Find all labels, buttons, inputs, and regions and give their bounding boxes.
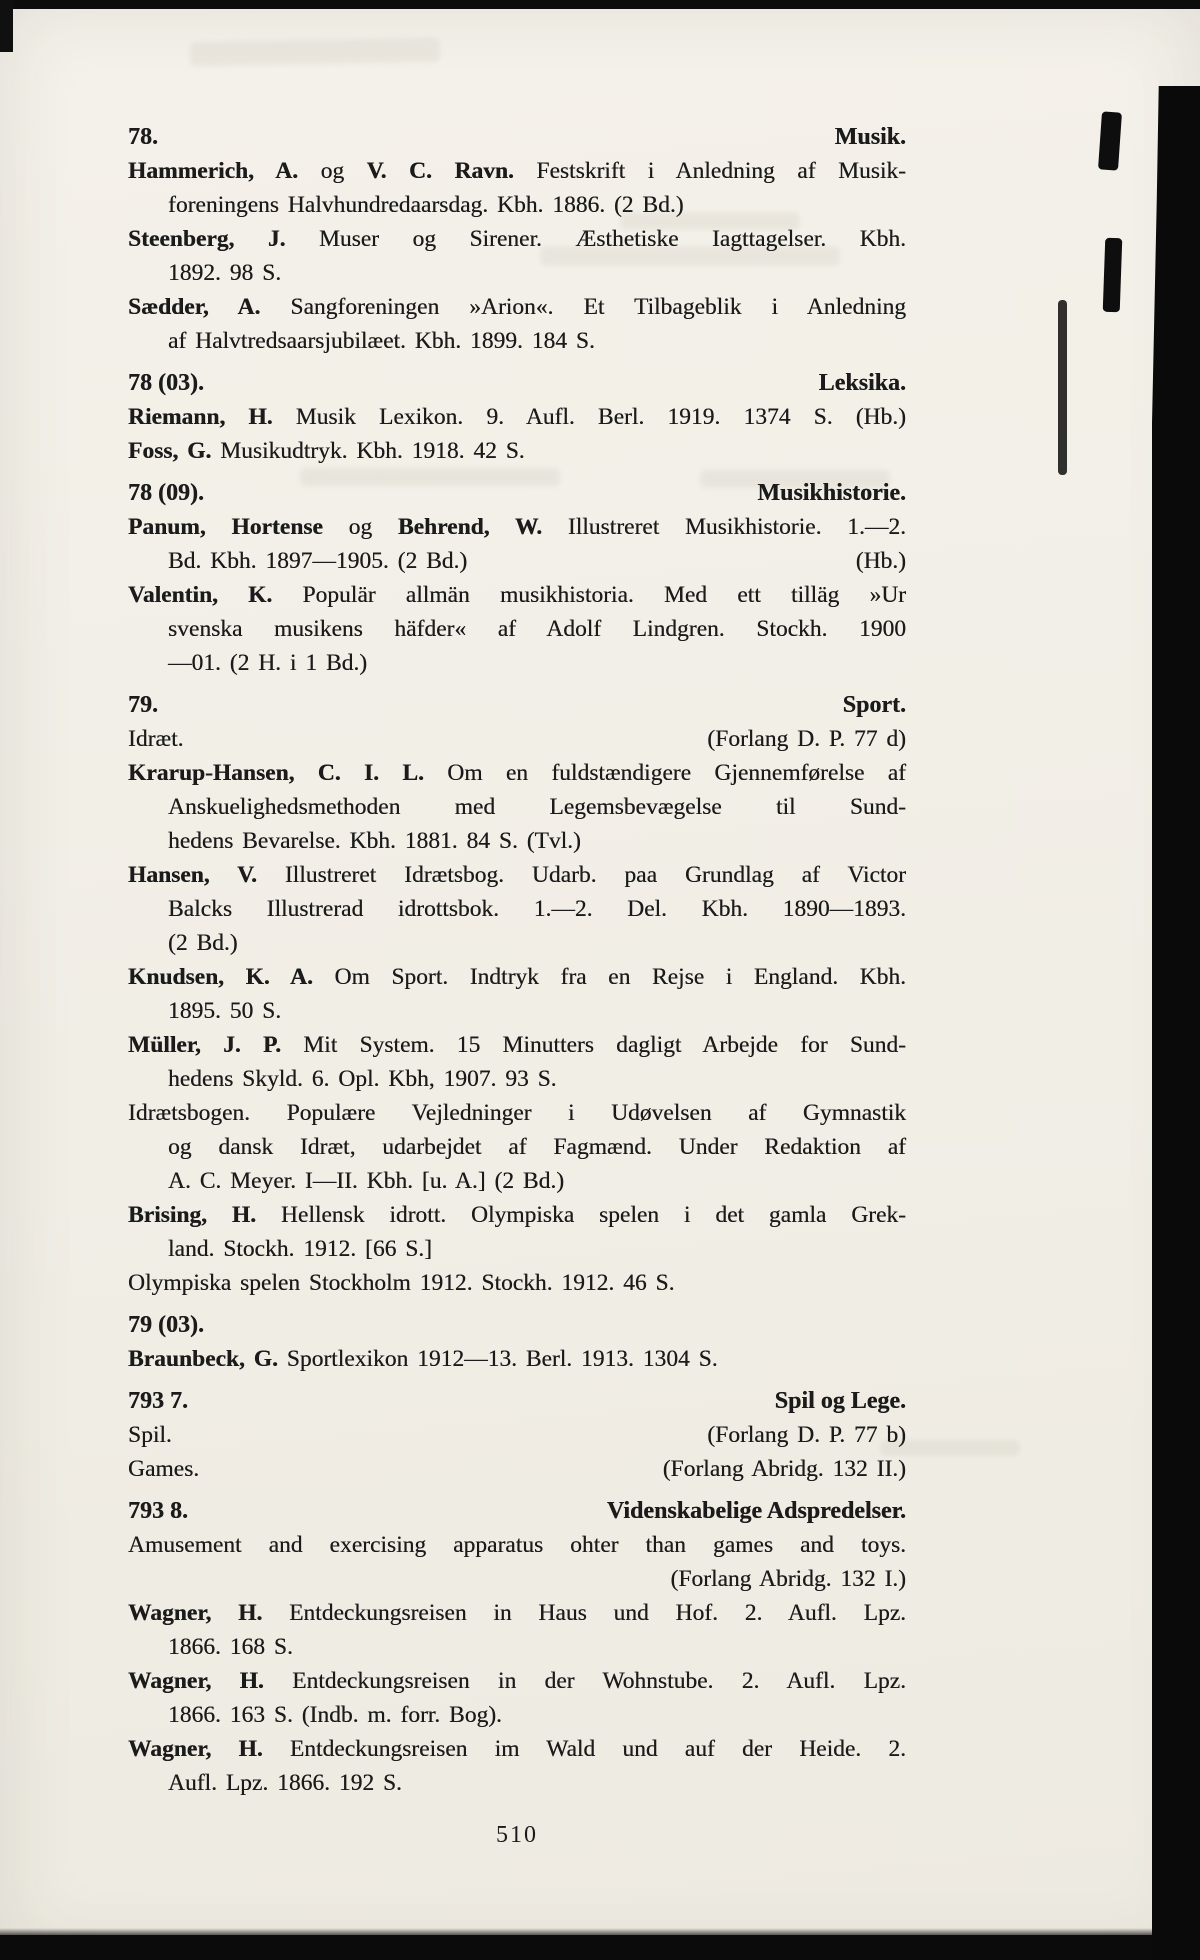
bib-line-text: Knudsen, K. A. Om Sport. Indtryk fra en Rejse i England. Kbh.	[128, 964, 907, 990]
section-header	[128, 1308, 906, 1342]
section-header	[128, 688, 906, 722]
bib-line-ref: (Forlang Abridg. 132 I.)	[670, 1566, 906, 1592]
bib-line-text: svenska musikens häfder« af Adolf Lindgren. Stockh. 1900	[168, 616, 906, 642]
bib-line-text: Riemann, H. Musik Lexikon. 9. Aufl. Berl. 1919. 1374 S. (Hb.)	[128, 404, 906, 430]
bib-line	[128, 1630, 906, 1664]
bib-line-text: Valentin, K. Populär allmän musikhistoria. Med ett tilläg »Ur	[128, 582, 907, 608]
bib-line-text: Braunbeck, G. Sportlexikon 1912—13. Berl. 1913. 1304 S.	[128, 1346, 718, 1372]
bib-line-text: —01. (2 H. i 1 Bd.)	[168, 650, 368, 676]
scan-artifact	[1103, 238, 1123, 313]
bib-line	[128, 578, 906, 612]
bib-line	[128, 1732, 906, 1766]
bib-line	[128, 1452, 906, 1486]
bib-line-text: Foss, G. Musikudtryk. Kbh. 1918. 42 S.	[128, 438, 525, 464]
scan-edge-bottom	[0, 1935, 1200, 1960]
bib-line	[128, 1164, 906, 1198]
section-title: Videnskabelige Adspredelser.	[606, 1498, 906, 1524]
bib-line	[128, 722, 906, 756]
bib-line-text: 1895. 50 S.	[168, 998, 282, 1024]
section-code: 79 (03).	[128, 1312, 204, 1338]
bib-line	[128, 824, 906, 858]
page-number: 510	[496, 1822, 538, 1848]
bib-line	[128, 1266, 906, 1300]
bib-line-text: Wagner, H. Entdeckungsreisen im Wald und auf der Heide. 2.	[128, 1736, 906, 1762]
section-header	[128, 1494, 906, 1528]
bib-line	[128, 434, 906, 468]
bib-line-text: 1866. 163 S. (Indb. m. forr. Bog).	[168, 1702, 502, 1728]
bib-line-text: Anskuelighedsmethoden med Legemsbevægelse til Sund-	[168, 794, 906, 820]
section-title: Leksika.	[818, 370, 906, 396]
section-code: 79.	[128, 692, 158, 718]
bib-line-text: Wagner, H. Entdeckungsreisen in Haus und Hof. 2. Aufl. Lpz.	[128, 1600, 906, 1626]
binding-shadow	[1152, 86, 1200, 1960]
bib-line-text: Balcks Illustrerad idrottsbok. 1.—2. Del. Kbh. 1890—1893.	[168, 896, 906, 922]
bib-line-text: Games.	[128, 1456, 200, 1482]
bib-line	[128, 510, 906, 544]
bib-line	[128, 154, 906, 188]
bib-line	[128, 400, 906, 434]
bib-line	[128, 892, 906, 926]
bib-line-text: Wagner, H. Entdeckungsreisen in der Wohnstube. 2. Aufl. Lpz.	[128, 1668, 906, 1694]
scan-edge-top	[0, 0, 1200, 9]
bib-line	[128, 1062, 906, 1096]
section-title: Spil og Lege.	[774, 1388, 906, 1414]
bib-line-ref: (Forlang D. P. 77 d)	[707, 726, 906, 752]
section-title: Sport.	[842, 692, 906, 718]
bleedthrough-artifact	[190, 38, 440, 66]
bib-line-text: Aufl. Lpz. 1866. 192 S.	[168, 1770, 402, 1796]
section-header	[128, 476, 906, 510]
bib-line	[128, 222, 906, 256]
bib-line	[128, 1232, 906, 1266]
bib-line	[128, 612, 906, 646]
section-code: 793 7.	[128, 1388, 188, 1414]
bib-line	[128, 1418, 906, 1452]
section-header	[128, 120, 906, 154]
bib-line-text: hedens Skyld. 6. Opl. Kbh, 1907. 93 S.	[168, 1066, 557, 1092]
bib-line	[128, 1562, 906, 1596]
bib-line-text: land. Stockh. 1912. [66 S.]	[168, 1236, 432, 1262]
section-title: Musikhistorie.	[757, 480, 906, 506]
section-code: 78.	[128, 124, 158, 150]
bib-line-text: Panum, Hortense og Behrend, W. Illustreret Musikhistorie. 1.—2.	[128, 514, 906, 540]
bib-line	[128, 960, 906, 994]
bibliography-content	[128, 112, 906, 1800]
section-code: 793 8.	[128, 1498, 188, 1524]
section-title: Musik.	[834, 124, 906, 150]
bib-line-text: og dansk Idræt, udarbejdet af Fagmænd. Under Redaktion af	[168, 1134, 906, 1160]
bib-line-text: Hansen, V. Illustreret Idrætsbog. Udarb. paa Grundlag af Victor	[128, 862, 906, 888]
bib-line	[128, 994, 906, 1028]
bib-line-text: Brising, H. Hellensk idrott. Olympiska spelen i det gamla Grek-	[128, 1202, 906, 1228]
bib-line-text: Bd. Kbh. 1897—1905. (2 Bd.)	[168, 548, 468, 574]
bib-line	[128, 1766, 906, 1800]
bib-line-text: Steenberg, J. Muser og Sirener. Æsthetiske Iagttagelser. Kbh.	[128, 226, 906, 252]
bib-line	[128, 1130, 906, 1164]
bib-line	[128, 1664, 906, 1698]
bib-line-ref: (Forlang D. P. 77 b)	[707, 1422, 906, 1448]
bib-line	[128, 1596, 906, 1630]
bib-line-text: 1866. 168 S.	[168, 1634, 293, 1660]
bib-line	[128, 1698, 906, 1732]
bib-line-text: Krarup-Hansen, C. I. L. Om en fuldstændigere Gjennemførelse af	[128, 760, 907, 786]
section-header	[128, 1384, 906, 1418]
bib-line-text: hedens Bevarelse. Kbh. 1881. 84 S. (Tvl.)	[168, 828, 581, 854]
bib-line	[128, 1528, 906, 1562]
bib-line	[128, 188, 906, 222]
section-header	[128, 366, 906, 400]
bib-line	[128, 756, 906, 790]
bib-line	[128, 1342, 906, 1376]
bib-line-text: Idræt.	[128, 726, 184, 752]
bib-line	[128, 1028, 906, 1062]
bib-line-text: Sædder, A. Sangforeningen »Arion«. Et Tilbageblik i Anledning	[128, 294, 906, 320]
bib-line-text: af Halvtredsaarsjubilæet. Kbh. 1899. 184 S.	[168, 328, 595, 354]
bib-line-text: Müller, J. P. Mit System. 15 Minutters dagligt Arbejde for Sund-	[128, 1032, 906, 1058]
bib-line	[128, 790, 906, 824]
bib-line-ref: (Forlang Abridg. 132 II.)	[662, 1456, 906, 1482]
scan-artifact	[1058, 300, 1067, 475]
bib-line	[128, 256, 906, 290]
scan-artifact	[0, 0, 13, 52]
bib-line-text: Amusement and exercising apparatus ohter than games and toys.	[128, 1532, 906, 1558]
bib-line	[128, 290, 906, 324]
bib-line	[128, 646, 906, 680]
bib-line	[128, 324, 906, 358]
bib-line	[128, 926, 906, 960]
bib-line-text: foreningens Halvhundredaarsdag. Kbh. 1886. (2 Bd.)	[168, 192, 684, 218]
section-code: 78 (03).	[128, 370, 204, 396]
bib-line	[128, 544, 906, 578]
bib-line-text: Idrætsbogen. Populære Vejledninger i Udøvelsen af Gymnastik	[128, 1100, 906, 1126]
bib-line	[128, 1096, 906, 1130]
bib-line-text: Olympiska spelen Stockholm 1912. Stockh. 1912. 46 S.	[128, 1270, 675, 1296]
bib-line	[128, 858, 906, 892]
bib-line-text: Hammerich, A. og V. C. Ravn. Festskrift i Anledning af Musik-	[128, 158, 907, 184]
scan-artifact	[1098, 111, 1122, 170]
bib-line-text: A. C. Meyer. I—II. Kbh. [u. A.] (2 Bd.)	[168, 1168, 565, 1194]
bib-line-text: Spil.	[128, 1422, 172, 1448]
bib-line-text: 1892. 98 S.	[168, 260, 282, 286]
bib-line-text: (2 Bd.)	[168, 930, 238, 956]
bib-line	[128, 1198, 906, 1232]
bib-line-ref: (Hb.)	[855, 548, 906, 574]
section-code: 78 (09).	[128, 480, 204, 506]
